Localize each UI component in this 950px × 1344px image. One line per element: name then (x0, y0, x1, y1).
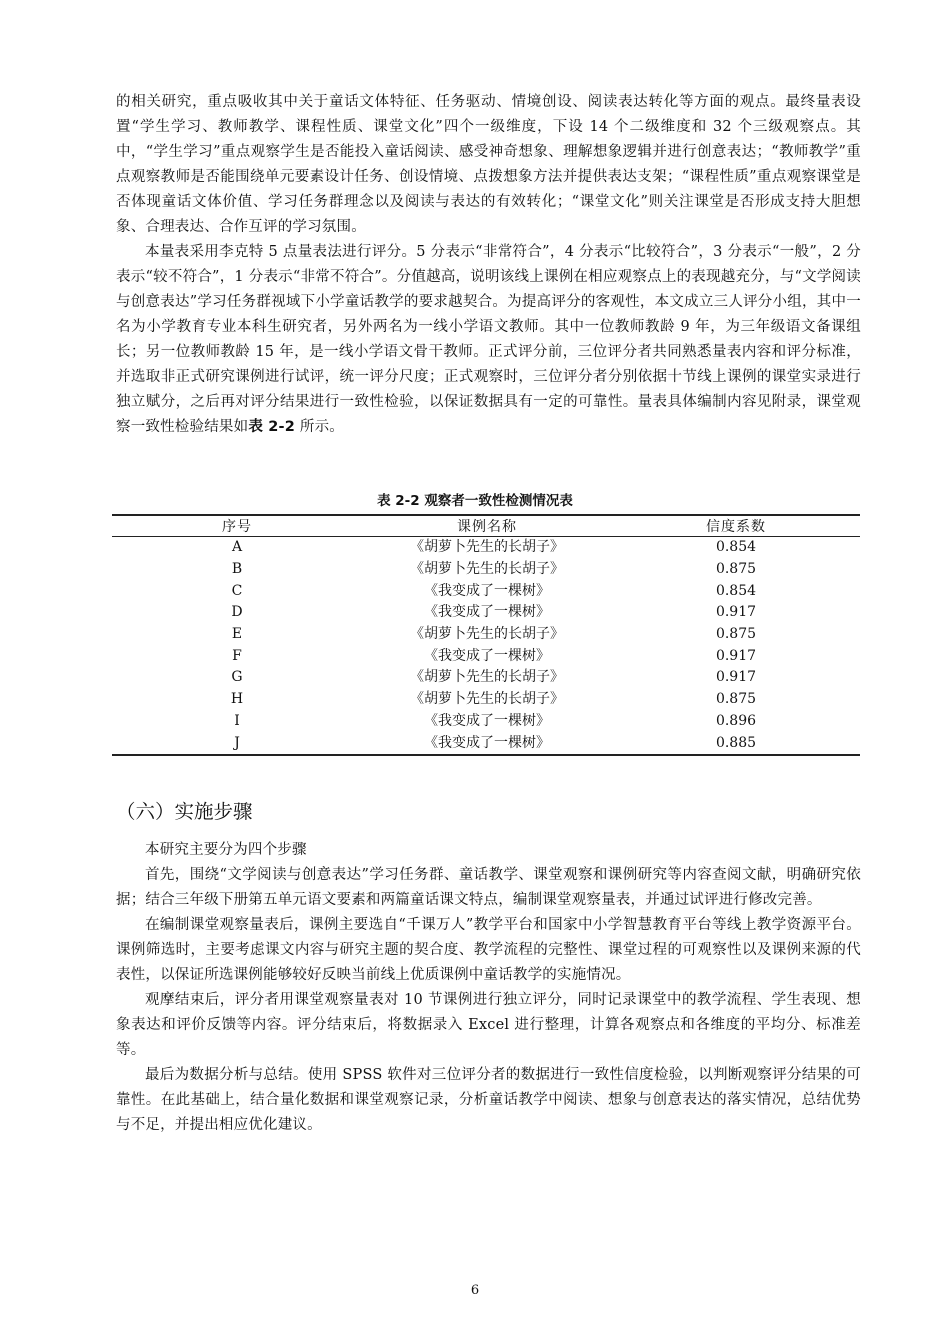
table-row (112, 645, 860, 667)
cell-coefficient: 0.875 (715, 626, 757, 643)
header-reliability: 信度系数 (612, 515, 860, 537)
intro-text (116, 90, 861, 440)
intro-paragraph-2 (116, 240, 861, 440)
section-body (116, 838, 861, 1138)
cell-lesson: 《胡萝卜先生的长胡子》 (410, 626, 564, 643)
cell-coefficient: 0.875 (715, 691, 757, 708)
header-lesson-name: 课例名称 (362, 515, 612, 537)
section-paragraph-2: 首先，围绕“文学阅读与创意表达”学习任务群、童话教学、课堂观察和课例研究等内容查阅文献，明确研究依据；结合三年级下册第五单元语文要素和两篇童话课文特点，编制课堂观察量表，并通过试评进行修改完善。 (116, 867, 861, 908)
intro-paragraph-1: 的相关研究，重点吸收其中关于童话文体特征、任务驱动、情境创设、阅读表达转化等方面的观点。最终量表设置“学生学习、教师教学、课程性质、课堂文化”四个一级维度，下设 14 个二级维度和 32 个三级观察点。其中，“学生学习”重点观察学生是否能投入童话阅读、感受神奇想象、理解想象逻辑并进行创意表达；“教师教学”重点观察教师是否能围绕单元要素设计任务、创设情境、点拨想象方法并提供表达支架；“课程性质”重点观察课堂是否体现童话文体价值、学习任务群理念以及阅读与表达的有效转化；“课堂文化”则关注课堂是否形成支持大胆想象、合理表达、合作互评的学习氛围。 (116, 94, 861, 235)
cell-lesson: 《胡萝卜先生的长胡子》 (410, 561, 564, 578)
table-header-row (112, 515, 860, 537)
cell-lesson: 《我变成了一棵树》 (424, 604, 550, 621)
header-index: 序号 (112, 515, 362, 537)
cell-index: F (232, 647, 242, 664)
intro-paragraph-2-text: 本量表采用李克特 5 点量表法进行评分。5 分表示“非常符合”，4 分表示“比较符合”，3 分表示“一般”，2 分表示“较不符合”，1 分表示“非常不符合”。分值越高，说明该线上课例在相应观察点上的表现越充分，与“文学阅读与创意表达”学习任务群视域下小学童话教学的要求越契合。为提高评分的客观性，本文成立三人评分小组，其中一名为小学教育专业本科生研究者，另外两名为一线小学语文教师。其中一位教师教龄 9 年，为三年级语文备课组长；另一位教师教龄 15 年，是一线小学语文骨干教师。正式评分前，三位评分者共同熟悉量表内容和评分标准，并选取非正式研究课例进行试评，统一评分尺度；正式观察时，三位评分者分别依据十节线上课例的课堂实录进行独立赋分，之后再对评分结果进行一致性检验，以保证数据具有一定的可靠性。量表具体编制内容见附录，课堂观察一致性检验结果如 (116, 244, 861, 435)
section-heading: （六）实施步骤 (116, 800, 253, 823)
cell-index: B (231, 561, 243, 578)
table-row (112, 559, 860, 581)
table-caption: 表 2-2 观察者一致性检测情况表 (377, 493, 573, 509)
table-row (112, 602, 860, 624)
cell-index: A (231, 539, 243, 556)
table-reference: 表 2-2 (248, 419, 296, 435)
table-row (112, 689, 860, 711)
cell-coefficient: 0.875 (715, 561, 757, 578)
cell-lesson: 《胡萝卜先生的长胡子》 (410, 669, 564, 686)
cell-coefficient: 0.917 (715, 669, 757, 686)
cell-index: D (231, 604, 243, 621)
table-row (112, 732, 860, 755)
cell-index: J (234, 734, 240, 751)
cell-lesson: 《胡萝卜先生的长胡子》 (410, 691, 564, 708)
cell-lesson: 《我变成了一棵树》 (424, 582, 550, 599)
section-paragraph-5: 最后为数据分析与总结。使用 SPSS 软件对三位评分者的数据进行一致性信度检验，以判断观察评分结果的可靠性。在此基础上，结合量化数据和课堂观察记录，分析童话教学中阅读、想象与创意表达的落实情况，总结优势与不足，并提出相应优化建议。 (116, 1067, 861, 1133)
cell-lesson: 《胡萝卜先生的长胡子》 (410, 539, 564, 556)
consistency-table (112, 514, 860, 756)
table-row (112, 537, 860, 559)
table-row (112, 624, 860, 646)
table-row (112, 667, 860, 689)
cell-index: C (231, 582, 243, 599)
cell-coefficient: 0.917 (715, 647, 757, 664)
page-number: 6 (470, 1283, 480, 1298)
cell-coefficient: 0.885 (715, 734, 757, 751)
table-row (112, 580, 860, 602)
section-paragraph-1: 本研究主要分为四个步骤 (145, 842, 307, 858)
cell-lesson: 《我变成了一棵树》 (424, 734, 550, 751)
cell-lesson: 《我变成了一棵树》 (424, 712, 550, 729)
section-paragraph-3: 在编制课堂观察量表后，课例主要选自“千课万人”教学平台和国家中小学智慧教育平台等线上教学资源平台。课例筛选时，主要考虑课文内容与研究主题的契合度、教学流程的完整性、课堂过程的可观察性以及课例来源的代表性，以保证所选课例能够较好反映当前线上优质课例中童话教学的实施情况。 (116, 917, 861, 983)
cell-index: G (231, 669, 243, 686)
table-row (112, 711, 860, 733)
section-paragraph-4: 观摩结束后，评分者用课堂观察量表对 10 节课例进行独立评分，同时记录课堂中的教学流程、学生表现、想象表达和评价反馈等内容。评分结束后，将数据录入 Excel 进行整理，计算各观察点和各维度的平均分、标准差等。 (116, 992, 861, 1058)
cell-coefficient: 0.896 (715, 712, 757, 729)
cell-coefficient: 0.854 (715, 582, 757, 599)
cell-index: I (234, 712, 240, 729)
cell-coefficient: 0.854 (715, 539, 757, 556)
cell-index: H (230, 691, 244, 708)
cell-index: E (231, 626, 243, 643)
cell-lesson: 《我变成了一棵树》 (424, 647, 550, 664)
cell-coefficient: 0.917 (715, 604, 757, 621)
intro-paragraph-2-tail: 所示。 (295, 419, 344, 435)
